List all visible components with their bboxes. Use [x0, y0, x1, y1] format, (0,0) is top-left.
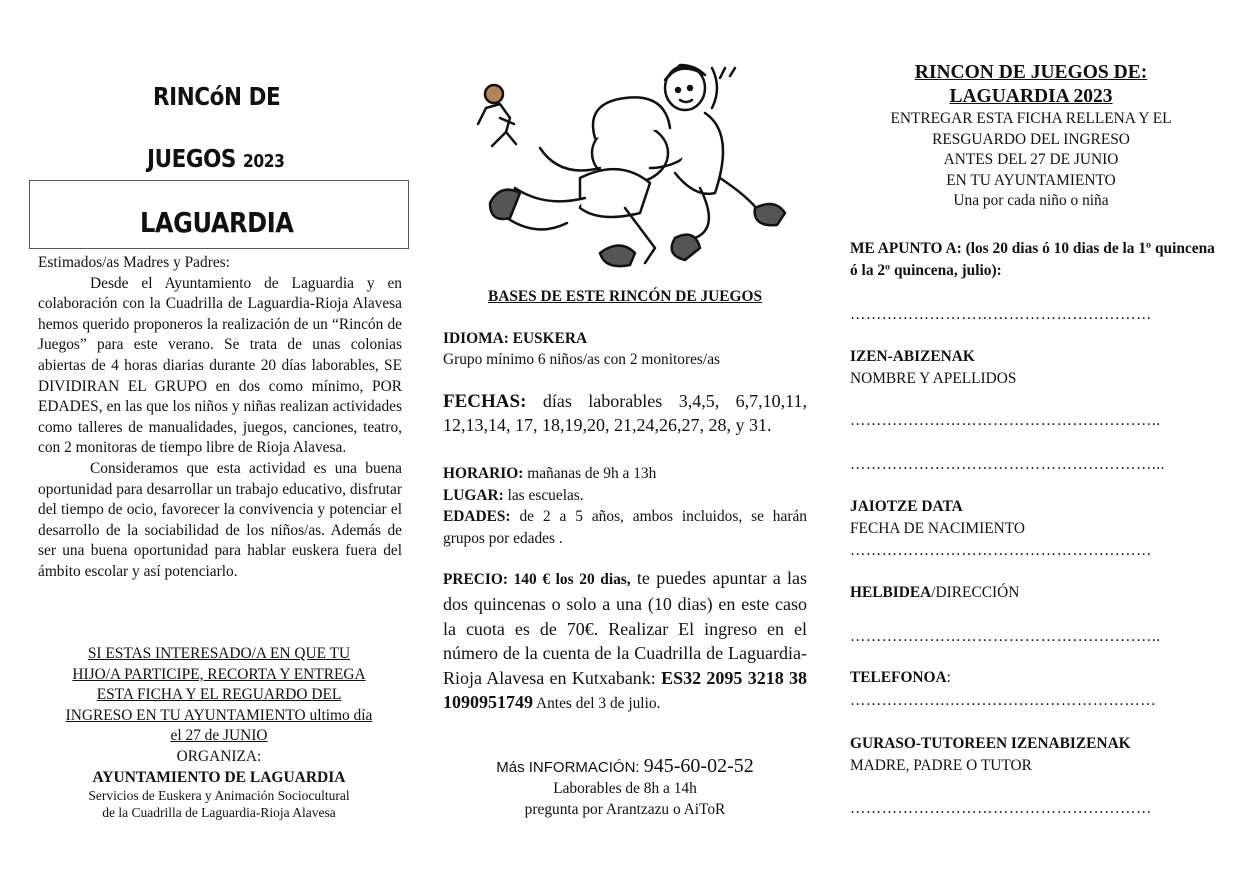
helbidea-label: HELBIDEA	[850, 584, 932, 601]
intro-paragraph-1: Desde el Ayuntamiento de Laguardia y en colaboración con la Cuadrilla de Laguardia-Rioja Alavesa hemos querido proponeros la realización de un “Rincón de Juegos” para este verano. Se trata de unas colonias abiertas de 4 horas diarias durante 20 días laborables, SE DIVIDIRAN EL GRUPO en dos como mínimo, POR EDADES, en las que los niños y niñas realizan actividades como talleres de manualidades, juegos, canciones, teatro, con 2 monitoras de tiempo libre de Rioja Alavesa.	[38, 274, 402, 457]
payment-deadline: Antes del 3 de julio.	[533, 695, 661, 713]
lugar-label: LUGAR:	[443, 486, 504, 504]
form-title-line1: RINCON DE JUEGOS DE:	[914, 62, 1148, 83]
form-instruction: RESGUARDO DEL INGRESO	[932, 130, 1130, 148]
account-number: ES32 2095 3218 38 1090951749	[443, 667, 807, 713]
edades-text: de 2 a 5 años, ambos incluidos, se harán grupos por edades .	[443, 508, 807, 547]
horario-text: mañanas de 9h a 13h	[523, 465, 657, 482]
izen-label: IZEN-ABIZENAK	[850, 348, 975, 365]
phone-input-line[interactable]: ……………….…………………………………	[850, 692, 1157, 709]
intro-paragraph-2: Consideramos que esta actividad es una buena oportunidad para desarrollar un trabajo educativo, disfrutar del tiempo de ocio, favorecer la convivencia y potenciar el desarrollo de la sociabilidad de los niños/as. Además de ser una buena oportunidad para hablar euskera fuera del ámbito escolar y así potenciarlo.	[38, 459, 402, 580]
left-title-line2: JUEGOS 2023	[147, 144, 285, 173]
notice-line: HIJO/A PARTICIPE, RECORTA Y ENTREGA	[72, 665, 366, 683]
left-title-laguardia: LAGUARDIA	[140, 206, 294, 239]
idioma-text: Grupo mínimo 6 niños/as con 2 monitores/as	[443, 351, 721, 368]
phone-number: 945-60-02-52	[643, 755, 754, 777]
guardian-input-line[interactable]: …………………………………………………	[850, 800, 1152, 817]
form-instruction: EN TU AYUNTAMIENTO	[946, 171, 1116, 189]
guraso-sub-label: MADRE, PADRE O TUTOR	[850, 756, 1032, 774]
guraso-label: GURASO-TUTOREEN IZENABIZENAK	[850, 735, 1131, 752]
precio-label: PRECIO: 140 € los 20 dias,	[443, 571, 631, 588]
organizer-line-1: Servicios de Euskera y Animación Sociocultural	[88, 788, 350, 804]
info-label: Más INFORMACIÓN:	[496, 759, 644, 776]
horario-label: HORARIO:	[443, 465, 524, 482]
greeting: Estimados/as Madres y Padres:	[38, 254, 230, 271]
organizer-name: AYUNTAMIENTO DE LAGUARDIA	[92, 768, 346, 786]
schedule-block	[443, 463, 807, 549]
form-instruction: ANTES DEL 27 DE JUNIO	[943, 151, 1119, 169]
notice-line: el 27 de JUNIO	[170, 727, 268, 745]
telefonoa-colon: :	[946, 669, 951, 686]
form-instruction: ENTREGAR ESTA FICHA RELLENA Y EL	[890, 110, 1172, 127]
telefonoa-label: TELEFONOA	[850, 669, 947, 686]
left-title-year: 2023	[243, 151, 285, 172]
idioma-label: IDIOMA: EUSKERA	[443, 330, 588, 347]
left-title-line1: RINCóN DE	[153, 82, 281, 111]
contact-person: pregunta por Arantzazu o AiToR	[524, 801, 726, 818]
izen-sub-label: NOMBRE Y APELLIDOS	[850, 369, 1017, 387]
form-title-line2: LAGUARDIA 2023	[949, 86, 1113, 107]
helbidea-field	[850, 582, 1215, 604]
address-input-line[interactable]: …………………………………………………..	[850, 628, 1161, 645]
jaiotze-sub-label: FECHA DE NACIMIENTO	[850, 519, 1026, 537]
guraso-field	[850, 733, 1215, 776]
notice-block	[29, 644, 409, 821]
helbidea-sub-label: /DIRECCIÓN	[931, 584, 1020, 601]
fechas-label: FECHAS:	[443, 391, 527, 412]
izen-field	[850, 346, 1215, 389]
form-instruction: Una por cada niño o niña	[953, 192, 1109, 210]
office-hours: Laborables de 8h a 14h	[553, 780, 697, 797]
precio-text: te puedes apuntar a las dos quincenas o solo a una (10 dias) en este caso la cuota es de 70€. Realizar El ingreso en el número de la cuenta de la Cuadrilla de Laguardia-Rioja Alavesa en Kutxabank:	[443, 568, 807, 688]
intro-letter	[38, 253, 402, 583]
name-input-line[interactable]: …………………………………………………..	[850, 412, 1161, 429]
apunto-label: ME APUNTO A: (los 20 dias ó 10 dias de la 1º quincena ó la 2º quincena, julio):	[850, 240, 1215, 279]
info-block	[443, 756, 807, 820]
birthdate-input-line[interactable]: …………………………………………………	[850, 542, 1152, 559]
notice-line: SI ESTAS INTERESADO/A EN QUE TU	[87, 645, 351, 662]
jaiotze-label: JAIOTZE DATA	[850, 498, 963, 515]
apunto-input-line[interactable]: …………………………………………………	[850, 306, 1152, 323]
name-input-line-2[interactable]: …………………………………………………...	[850, 456, 1165, 473]
fechas-text: días laborables 3,4,5, 6,7,10,11, 12,13,14, 17, 18,19,20, 21,24,26,27, 28, y 31.	[443, 391, 807, 435]
organizer-line-2: de la Cuadrilla de Laguardia-Rioja Alavesa	[102, 804, 336, 820]
lugar-text: las escuelas.	[503, 486, 584, 504]
apunto-field	[850, 238, 1215, 281]
bases-title: BASES DE ESTE RINCÓN DE JUEGOS	[487, 288, 763, 305]
organiza-label: ORGANIZA:	[176, 747, 262, 765]
edades-label: EDADES:	[443, 508, 511, 525]
precio-block	[443, 566, 807, 716]
form-header	[850, 61, 1212, 212]
telefonoa-field	[850, 667, 1215, 689]
idioma-block	[443, 328, 807, 370]
notice-line: INGRESO EN TU AYUNTAMIENTO ultimo día	[65, 706, 373, 724]
notice-line: ESTA FICHA Y EL REGUARDO DEL	[96, 686, 342, 704]
running-children-illustration	[450, 58, 800, 273]
jaiotze-field	[850, 496, 1215, 539]
fechas-block	[443, 390, 807, 436]
